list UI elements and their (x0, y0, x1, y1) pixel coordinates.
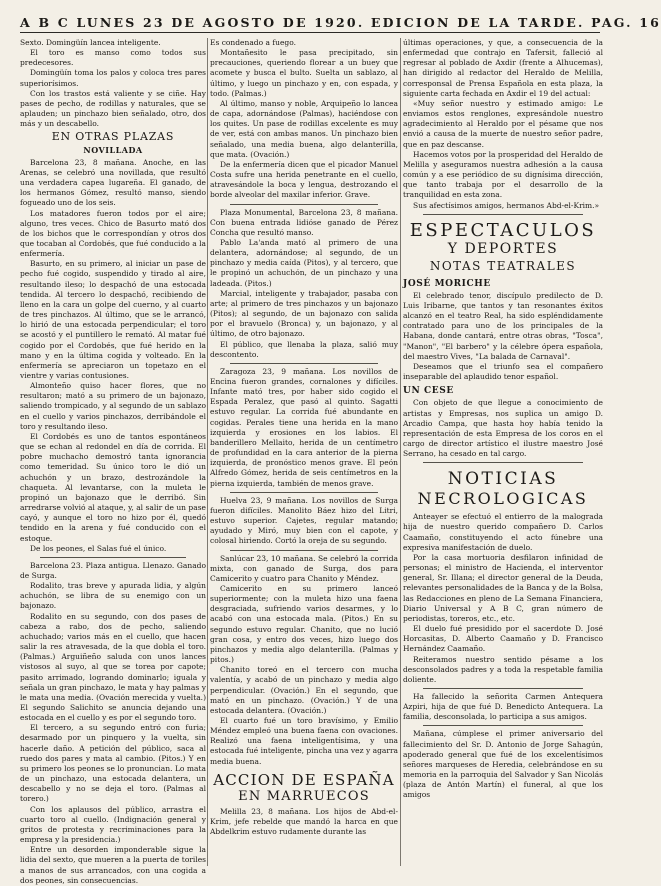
paragraph: Con los aplausos del público, arrastra el cuarto toro al cuello. (Indignación general y gritos de protesta y recriminaciones para la empresa y la presidencia.) (20, 804, 206, 845)
paragraph: Camicerito en su primero lanceó superiormente; con la muleta hizo una faena desgraciada, sufriendo varios desarmes, y lo acabó con una estocada mala. (Pitos.) En su segundo estuvo regular. Chanito, que no lució gran cosa, y entro dos veces, hizo luego dos pinchazos y media algo delanterilla. (Palmas y pitos.) (210, 583, 398, 665)
paragraph: De la enfermería dicen que el picador Manuel Costa sufre una herida penetrante en el cuello, atravesándole la boca y lengua, destrozando el borde alveolar del maxilar inferior. Grave. (210, 159, 398, 200)
paragraph: El celebrado tenor, discípulo predilecto de D. Luis Iribarne, que tantos y tan resonantes éxitos alcanzó en el teatro Real, ha sido espléndidamente contratado para uno de los principales de la Habana, donde cantará, entre otras obras, "Tosca", "Manon", "El barbero" y la célebre ópera española, del maestro Vives, "La balada de Carnaval". (403, 290, 603, 361)
paragraph: Reiteramos nuestro sentido pésame a los desconsolados padres y a toda la respetable familia doliente. (403, 654, 603, 684)
paragraph: Basurto, en su primero, al iniciar un pase de pecho fué cogido, suspendido y tirado al aire, resultando ileso; lo despachó de una estocada tendida. Al tercero lo despachó, recibiendo de lleno en la cara un golpe del cuerno, y al cuarto de tres pinchazos. Al último, que se le arrancó, lo hirió de una estocada perpendicular; el toro se acostó y el puntillero le remató. Al matar fué cogido por el Cordobés, que fué herido en la mano y en la última cogida y volteado. En la enfermería se apreciaron un topetazo en el vientre y varias contusiones. (20, 259, 206, 380)
paragraph: El tercero, a su segundo entró con furia; desarmado por un pinquero y la vuelta, sin hacerle daño. A petición del público, saca al ruedo dos pares y mata al cambio. (Pitos.) Y en su primero los peones se lo pronuncian. Lo mata de un pinchazo, una estocada delantera, un descabello y no se deja el toro. (Palmas al torero.) (20, 723, 206, 804)
paragraph: De los peones, el Salas fué el único. (30, 543, 167, 553)
section-heading: Y DEPORTES (447, 240, 559, 257)
paragraph: Barcelona 23, 8 mañana. Anoche, en las Arenas, se celebró una novillada, que resultó una verdadera capea lugareña. El ganado, de los hermanos Gómez, resultó manso, siendo fogueado uno de los seis. (20, 157, 206, 208)
paragraph: Montañesito le pasa precipitado, sin precauciones, queriendo florear a un buey que acomete y busca el bulto. Suelta un sablazo, al último, y luego un pinchazo y en, con espada, y todo. (Palmas.) (210, 48, 398, 98)
paragraph: Mañana, cúmplese el primer aniversario del fallecimiento del Sr. D. Antonio de Jorge Sahagún, apoderado general que fué de los excelentísimos señores marqueses de Heredia, celebrándose en su memoria en la parroquia del Salvador y San Nicolás (plaza de Antón Martín) el funeral, al que los amigos (403, 729, 603, 800)
paragraph: Chanito toreó en el tercero con mucha valentía, y acabó de un pinchazo y media algo perpendicular. (Ovación.) En el segundo, que mató en un pinchazo. (Ovación.) Y de una estocada delantera. (Ovación.) (210, 665, 398, 715)
subsection-heading: NOVILLADA (83, 144, 143, 155)
divider (230, 492, 378, 493)
paragraph: Melilla 23, 8 mañana. Los hijos de Abd-el-Krim, jefe rebelde que mandó la harca en que Abdelkrim estuvo rudamente durante las (210, 806, 398, 837)
section-subheading: EN MARRUECOS (238, 788, 370, 804)
paragraph: Anteayer se efectuó el entierro de la malograda hija de nuestro querido compañero D. Carlos Caamaño, constituyendo el acto fúnebre una expresiva manifestación de duelo. (403, 512, 603, 552)
article-heading: UN CESE (403, 386, 454, 397)
column-1 (20, 38, 206, 885)
divider (423, 214, 583, 215)
column-2 (210, 38, 398, 866)
paragraph: «Muy señor nuestro y estimado amigo: Le enviamos estos renglones, expresándole nuestro agradecimiento al Heraldo por el pésame que nos envió a causa de la muerte de nuestro señor padre, que en paz descanse. (403, 98, 603, 149)
paragraph: El duelo fué presidido por el sacerdote D. José Horcasitas, D. Alberto Caamaño y D. Francisco Hernández Caamaño. (403, 624, 603, 654)
paragraph: Barcelona 23. Plaza antigua. Llenazo. Ganado de Surga. (20, 560, 206, 580)
page-header (20, 12, 661, 33)
paragraph: Rodalito en su segundo, con dos pases de cabeza a rabo, dos de pecho, saliendo achuchado; varios más en el cuello, que hacen salir la res atravesada, de la que dobla el toro. (Palmas.) Arguiñeño saluda con unos lances vistosos al suyo, al que se torea por capote; pasito arrimado, logrando dominarlo; iguala y señala un gran pinchazo, le mata y hay palmas y le mata una media. (Ovación merecida y vuelta.) El segundo Salichito se anuncia dejando una estocada en el cuello y es por el segundo toro. (20, 611, 206, 723)
paragraph: Con objeto de que llegue a conocimiento de artistas y Empresas, nos suplica un amigo D. Arcadio Campa, que hasta hoy había tenido la representación de esta Empresa de los coros en el cargo de director artístico el ilustre maestro José Serrano, ha cesado en tal cargo. (403, 398, 603, 459)
paragraph: Los matadores fueron todos por el aire; alguno, tres veces. Chico de Basurto mató dos de los bichos que le correspondían y otros dos que tocaban al Cordobés, que fué conducido a la enfermería. (20, 208, 206, 259)
paragraph: Almonteño quiso hacer flores, que no resultaron; mató a su primero de un bajonazo, saliendo trompicado, y al segundo de un sablazo en el cuello y varios pinchazos, derribándole el toro y resultando ileso. (20, 381, 206, 431)
divider (423, 725, 583, 726)
paragraph: últimas operaciones, y que, a consecuencia de la enfermedad que contrajo en Tafersit, falleció al regresar al poblado de Axdir (frente a Alhucemas), han dirigido al redactor del Heraldo de Melilla, corresponsal de Prensa Española en esta plaza, la siguiente carta fechada en Axdir el 19 del actual: (403, 38, 603, 98)
paragraph: Sexto. Domingüín lancea inteligente. (20, 38, 161, 47)
paragraph: Entre un desorden imponderable sigue la lidia del sexto, que mueren a la puerta de toriles a manos de sus arrancados, con una cogida a dos peones, sin consecuencias. (20, 845, 206, 885)
section-heading: ESPECTACULOS (409, 219, 597, 241)
paragraph: Domingüín toma los palos y coloca tres pares superiorísimos. (20, 68, 206, 88)
paragraph: Hacemos votos por la prosperidad del Heraldo de Melilla y aseguramos nuestra adhesión a la causa común y a ese periódico de su dignísima dirección, que tanto trabaja por el desarrollo de la tranquilidad en esta zona. (403, 149, 603, 200)
paragraph: Sus afectísimos amigos, hermanos Abd-el-Krim.» (413, 200, 600, 210)
paragraph: El cuarto fué un toro bravísimo, y Emilio Méndez empleó una buena faena con ovaciones. Realizó una faena inteligentísima, y una estocada fué inteligente, pincha una vez y agarra media buena. (210, 716, 398, 766)
divider (230, 363, 378, 364)
paragraph: Ha fallecido la señorita Carmen Antequera Azpiri, hija de que fué D. Benedicto Antequera. La familia, desconsolada, lo participa a sus amigos. (403, 691, 603, 722)
divider (230, 204, 378, 205)
header-text: A B C LUNES 23 DE AGOSTO DE 1920. EDICION DE LA TARDE. PAG. 16 (20, 15, 661, 30)
paragraph: El público, que llenaba la plaza, salió muy descontento. (210, 339, 398, 359)
section-heading: EN OTRAS PLAZAS (51, 130, 175, 144)
paragraph: Con los trastos está valiente y se ciñe. Hay pases de pecho, de rodillas y naturales, que se aplauden; un pinchazo bien señalado, otro, dos más y un descabello. (20, 88, 206, 129)
column-rule (400, 38, 401, 866)
divider (423, 462, 583, 463)
paragraph: Rodalito, tras breve y apurada lidia, y algún achuchón, se libra de su enemigo con un bajonazo. (20, 581, 206, 611)
paragraph: El toro es manso como todos sus predecesores. (20, 48, 206, 68)
paragraph: Zaragoza 23, 9 mañana. Los novillos de Encina fueron grandes, cornalones y difíciles. Infante mató tres, por haber sido cogido el Espada Peralez, que pasó al quinto. Sagatti estuvo regular. La corrida fué abundante en cogidas. Perales tiene una herida en la mano izquierda y erosiones en los labios. El banderillero Mellaito, herida de un centímetro de profundidad en la cara anterior de la pierna izquierda, de pronóstico menos grave. El peón Alfredo Gómez, herida de seis centímetros en la pierna izquierda, también de menos grave. (210, 366, 398, 488)
paragraph: El Cordobés es uno de tantos espontáneos que se echan al redondel en día de corrida. El pobre muchacho demostró tanta ignorancia como temeridad. Su único toro le dió un achuchón y un brazo, destrozándole la chaqueta. Al levantarse, con la muleta le propinó un bajonazo que le derribó. Sin arredrarse volvió al ataque, y, al salir de un pase cayó, y aunque el toro no hizo por él, quedó tendido en la arena y fué conducido con el estoque. (20, 431, 206, 543)
divider (230, 550, 378, 551)
paragraph: Por la casa mortuoria desfilaron infinidad de personas; el ministro de Hacienda, el interventor general, Sr. Illana; el director general de la Deuda, relevantes personalidades de la Banca y de la Bolsa, las Redacciones en pleno de La Semana Financiera, Diario Universal y A B C, gran número de periodistas, toreros, etc., etc. (403, 552, 603, 623)
paragraph: Deseamos que el triunfo sea el compañero inseparable del aplaudido tenor español. (403, 361, 603, 382)
article-heading: JOSÉ MORICHE (403, 278, 491, 289)
paragraph: Marcial, inteligente y trabajador, pasaba con arte; al primero de tres pinchazos y un bajonazo (Pitos); al segundo, de un bajonazo con salida por el bravuelo (Bronca) y, un bajonazo, y al último, de otro bajonazo. (210, 288, 398, 339)
paragraph: Sanlúcar 23, 10 mañana. Se celebró la corrida mixta, con ganado de Surga, dos para Camicerito y cuatro para Chanito y Méndez. (210, 553, 398, 583)
divider (40, 557, 186, 558)
paragraph: Es condenado a fuego. (210, 38, 296, 47)
paragraph: Plaza Monumental, Barcelona 23, 8 mañana. Con buena entrada lidióse ganado de Pérez Concha que resultó manso. (210, 207, 398, 237)
paragraph: Pablo La'anda mató al primero de una delantera, adornándose; al segundo, de un pinchazo y media caída (Pitos), y al tercero, que le propinó un achuchón, de un pinchazo y una ladeada. (Pitos.) (210, 237, 398, 288)
section-heading: NOTICIAS (447, 469, 559, 490)
section-heading: NECROLOGICAS (417, 489, 589, 509)
section-subheading: NOTAS TEATRALES (429, 258, 577, 273)
column-3 (403, 38, 603, 866)
divider (423, 688, 583, 689)
paragraph: Al último, manso y noble, Arquipeño lo lancea de capa, adornándose (Palmas), haciéndose con los quites. Un pase de rodillas excelente es muy de ver, está con ambas manos. Un pinchazo bien señalado, una media buena, algo delanterilla, que mata. (Ovación.) (210, 98, 398, 159)
section-heading: ACCION DE ESPAÑA (213, 770, 395, 789)
paragraph: Huelva 23, 9 mañana. Los novillos de Surga fueron difíciles. Manolito Báez hizo del Litri, estuvo superior. Cajetes, regular matando; ayudado y Miró, muy bien con el capote, y colosal hiriendo. Cortó la oreja de su segundo. (210, 495, 398, 546)
column-rule (207, 38, 208, 866)
